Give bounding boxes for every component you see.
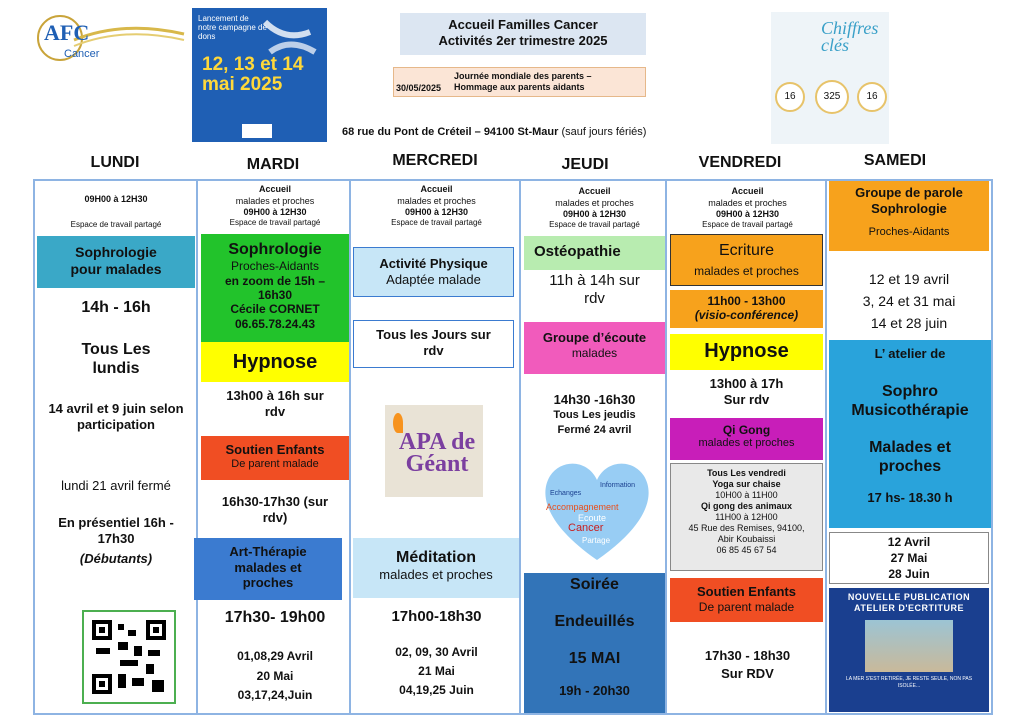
vendredi-soutien-title: Soutien Enfants [697, 584, 796, 599]
qr-code-icon [92, 620, 166, 694]
samedi-d1: 12 Avril [887, 535, 931, 549]
samedi-dates-box [829, 532, 989, 584]
jeudi-osteopathie: Ostéopathie [524, 236, 665, 270]
title-box [400, 13, 646, 55]
mardi-art-dates-1: 01,08,29 Avril [237, 649, 313, 663]
donation-poster [192, 8, 327, 142]
vendredi-yoga-4: Qi gong des animaux [700, 501, 792, 511]
day-mardi: MARDI [246, 156, 300, 173]
day-lundi: LUNDI [90, 154, 140, 171]
samedi-groupe-title: Groupe de parole Sophrologie [855, 185, 963, 216]
lundi-hours: 09H00 à 12H30 [84, 194, 148, 204]
mercredi-activite-block [353, 247, 514, 297]
mercredi-space: Espace de travail partagé [391, 218, 482, 227]
mardi-hours: 09H00 à 12H30 [243, 207, 307, 217]
mardi-space: Espace de travail partagé [229, 218, 321, 227]
afc-cancer-logo [34, 8, 194, 68]
samedi-time: 17 hs- 18.30 h [867, 490, 953, 506]
jeudi-groupe-title: Groupe d’écoute [542, 330, 647, 345]
mardi-soutien-time: 16h30-17h30 (sur rdv) [221, 494, 329, 525]
vendredi-qigong-block [670, 418, 823, 460]
vendredi-yoga-2: Yoga sur chaise [712, 479, 781, 489]
vendredi-ecr-sub: malades et proches [694, 264, 799, 279]
jeudi-groupe-block [524, 322, 665, 374]
mercredi-act-sub: Adaptée malade [386, 271, 481, 287]
vendredi-mp: malades et proches [708, 198, 787, 208]
vendredi-yoga-1: Tous Les vendredi [707, 468, 786, 478]
logo-text: AFC [44, 20, 90, 45]
apa-logo [385, 405, 483, 497]
mercredi-meditation-block [353, 538, 519, 598]
address-text: 68 rue du Pont de Créteil – 94100 St-Maur [342, 126, 559, 138]
mardi-soph-name: Cécile CORNET [230, 302, 320, 317]
vendredi-ecr-title: Ecriture [718, 242, 775, 259]
lundi-present: En présentiel 16h - 17h30 [58, 515, 174, 546]
vendredi-s-rdv: Sur RDV [721, 666, 774, 681]
samedi-groupe-block [829, 181, 989, 251]
vendredi-soutien-block [670, 578, 823, 622]
jeudi-hours: 09H00 à 12H30 [562, 209, 627, 219]
lundi-sophrologie: Sophrologie pour malades [37, 236, 195, 288]
vendredi-soutien-sub: De parent malade [698, 599, 795, 614]
samedi-groupe-pa: Proches-Aidants [868, 226, 950, 239]
jeudi-time: 19h - 20h30 [559, 682, 630, 698]
vendredi-space: Espace de travail partagé [702, 220, 793, 229]
mardi-soph-phone: 06.65.78.24.43 [234, 316, 316, 331]
heart-word-5: Cancer [568, 522, 604, 534]
day-samedi: SAMEDI [863, 152, 927, 169]
mercredi-med-d1: 02, 09, 30 Avril [395, 645, 478, 659]
heart-word-1: Echanges [550, 490, 582, 497]
jeudi-g-time: 14h30 -16h30 [553, 392, 636, 407]
lundi-closed: lundi 21 avril fermé [61, 478, 171, 493]
mercredi-accueil: Accueil [420, 184, 453, 194]
event-box [393, 67, 646, 97]
samedi-dates-1: 12 et 19 avril [868, 271, 950, 287]
lundi-tous: Tous Les lundis [81, 341, 151, 378]
title-line1: Accueil Familles Cancer [448, 17, 598, 32]
samedi-atelier: L’ atelier de [874, 346, 946, 361]
vendredi-yoga-7: 06 85 45 67 54 [716, 545, 777, 555]
chiffres-title: Chiffres clés [821, 18, 879, 55]
mercredi-tous-jours: Tous les Jours sur rdv [353, 320, 514, 368]
mardi-sophrologie-block [201, 234, 349, 342]
qr-code[interactable] [82, 610, 176, 704]
mardi-soph-pa: Proches-Aidants [230, 259, 320, 274]
jeudi-osteo-time: 11h à 14h sur rdv [549, 272, 640, 307]
heart-word-4: Ecoute [578, 513, 607, 523]
heart-word-2: Information [600, 482, 636, 489]
mardi-art-therapie: Art-Thérapie malades et proches [194, 538, 342, 600]
vendredi-hyp-time: 13h00 à 17h Sur rdv [709, 376, 784, 407]
vendredi-qi-sub: malades et proches [698, 437, 795, 450]
vendredi-yoga-5: 11H00 à 12H00 [715, 512, 778, 522]
apa-text: APA de Géant [398, 429, 476, 477]
chiffres-cles-card [771, 12, 889, 144]
lundi-time: 14h - 16h [81, 299, 151, 316]
event-date: 30/05/2025 [396, 83, 442, 93]
mardi-soutien-block [201, 436, 349, 480]
vendredi-yoga-6: 45 Rue des Remises, 94100, Abir Koubaissi [688, 523, 805, 544]
poster-line: Lancement de notre campagne de dons [198, 14, 267, 41]
mardi-hyp-time: 13h00 à 16h sur rdv [226, 388, 324, 419]
vendredi-visio-block [670, 290, 823, 328]
mardi-mp: malades et proches [235, 196, 315, 206]
mardi-hypnose: Hypnose [201, 342, 349, 382]
vendredi-hours: 09H00 à 12H30 [715, 209, 780, 219]
stat-1: 16 [775, 82, 805, 112]
jeudi-endeuilles: Endeuillés [554, 613, 635, 631]
mercredi-med-title: Méditation [396, 549, 476, 566]
day-mercredi: MERCREDI [392, 152, 478, 169]
jeudi-date: 15 MAI [568, 650, 621, 668]
jeudi-soiree-block [524, 573, 665, 713]
day-vendredi: VENDREDI [698, 154, 782, 171]
address [342, 126, 646, 138]
samedi-publication-card [829, 588, 989, 712]
jeudi-space: Espace de travail partagé [549, 220, 640, 229]
stat-3: 16 [857, 82, 887, 112]
mardi-art-time: 17h30- 19h00 [224, 609, 326, 626]
event-text: Journée mondiale des parents – Hommage aux parents aidants [454, 71, 592, 92]
mercredi-med-d3: 04,19,25 Juin [399, 683, 474, 697]
samedi-mp: Malades et proches [869, 438, 951, 476]
samedi-dates-3: 14 et 28 juin [870, 315, 948, 331]
samedi-dates-2: 3, 24 et 31 mai [862, 293, 956, 309]
samedi-atelier-block [829, 340, 991, 528]
samedi-dates-block [829, 268, 989, 334]
jeudi-g-tous: Tous Les jeudis [553, 409, 636, 421]
address-note: (sauf jours fériés) [561, 126, 647, 138]
mercredi-med-sub: malades et proches [379, 567, 493, 583]
samedi-d2: 27 Mai [890, 551, 928, 565]
lundi-dates: 14 avril et 9 juin selon participation [48, 401, 184, 432]
mercredi-hours: 09H00 à 12H30 [404, 207, 469, 217]
jeudi-groupe-sub: malades [571, 345, 618, 360]
vendredi-accueil: Accueil [731, 186, 764, 196]
jeudi-soiree: Soirée [570, 576, 619, 593]
mardi-soutien-sub: De parent malade [231, 457, 319, 470]
vendredi-visio-sub: (visio-conférence) [694, 308, 799, 323]
jeudi-g-closed: Fermé 24 avril [557, 424, 632, 436]
title-line2: Activités 2er trimestre 2025 [438, 33, 608, 48]
stat-2: 325 [815, 80, 849, 114]
vendredi-s-time: 17h30 - 18h30 [704, 648, 791, 663]
day-jeudi: JEUDI [561, 156, 609, 173]
lundi-debutants: (Débutants) [79, 551, 153, 566]
samedi-sophro: Sophro Musicothérapie [851, 382, 969, 419]
mardi-soutien-title: Soutien Enfants [225, 442, 325, 457]
logo-sub: Cancer [64, 48, 100, 60]
mercredi-med-d2: 21 Mai [418, 664, 455, 678]
heart-graphic [538, 456, 656, 562]
vendredi-hypnose: Hypnose [670, 334, 823, 370]
heart-word-3: Accompagnement [546, 502, 619, 512]
vendredi-qi-title: Qi Gong [722, 423, 771, 437]
mardi-soph-title: Sophrologie [228, 241, 322, 258]
pub-caption: LA MER S'EST RETIRÉE, JE RESTE SEULE, NON PAS ISOLÉE... [845, 675, 973, 689]
hands-icon [260, 12, 320, 62]
pub-line-1: NOUVELLE PUBLICATION [847, 592, 971, 602]
vendredi-visio-time: 11h00 - 13h00 [707, 294, 786, 308]
heart-word-6: Partage [582, 536, 611, 545]
lundi-space: Espace de travail partagé [70, 220, 162, 229]
jeudi-mp: malades et proches [555, 198, 634, 208]
beach-photo [865, 620, 953, 672]
mardi-art-dates-3: 03,17,24,Juin [237, 688, 313, 702]
mercredi-med-time: 17h00-18h30 [391, 608, 482, 625]
mercredi-act-title: Activité Physique [379, 256, 488, 271]
vendredi-ecriture-block [670, 234, 823, 286]
vendredi-yoga-block [670, 463, 823, 571]
jeudi-accueil: Accueil [578, 186, 611, 196]
mardi-soph-zoom: en zoom de 15h – 16h30 [224, 273, 326, 302]
poster-dates: 12, 13 et 14 mai 2025 [202, 54, 304, 95]
mardi-art-dates-2: 20 Mai [256, 669, 294, 683]
mardi-accueil: Accueil [258, 184, 291, 194]
mercredi-mp: malades et proches [397, 196, 476, 206]
pub-line-2: ATELIER D'ECRTITURE [854, 602, 964, 613]
samedi-d3: 28 Juin [888, 567, 930, 581]
vendredi-yoga-3: 10H00 à 11H00 [715, 490, 778, 500]
poster-mini-logo [242, 124, 272, 138]
